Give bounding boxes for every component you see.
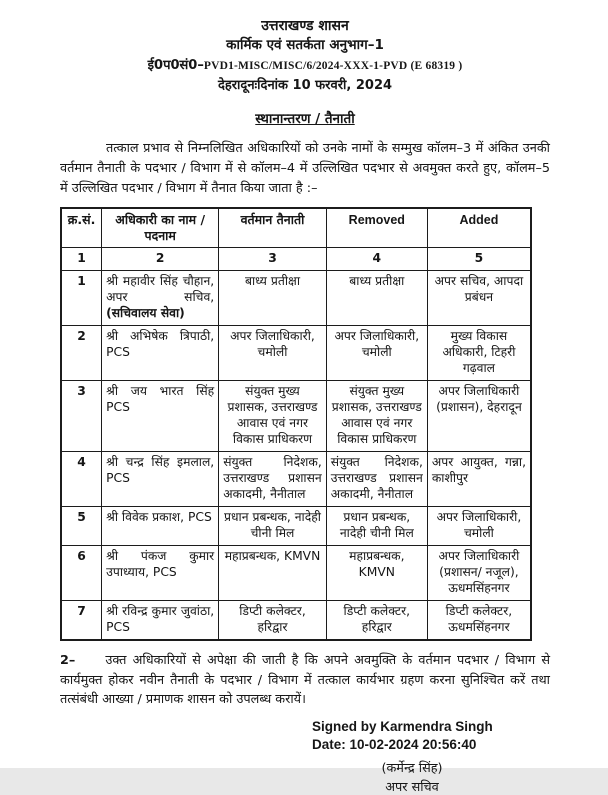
header-removed: Removed (326, 208, 427, 248)
column-number: 4 (326, 248, 427, 271)
digital-signature-date: Date: 10-02-2024 20:56:40 (312, 736, 477, 752)
cell-removed: संयुक्त मुख्य प्रशासक, उत्तराखण्ड आवास एवं नगर विकास प्राधिकरण (326, 380, 427, 451)
cell-officer-name (102, 271, 219, 326)
table-row (61, 326, 531, 381)
cell-serial: 7 (61, 600, 102, 639)
cell-added: अपर जिलाधिकारी (प्रशासन), देहरादून (427, 380, 531, 451)
reference-label: ई0प0सं0– (147, 57, 204, 73)
cell-removed: संयुक्त निदेशक, उत्तराखण्ड प्रशासन अकादमी, नैनीताल (326, 451, 427, 506)
table-row (61, 506, 531, 545)
cell-serial: 2 (61, 326, 102, 381)
header-officer-name: अधिकारी का नाम / पदनाम (102, 208, 219, 248)
cell-current-posting: बाध्य प्रतीक्षा (219, 271, 327, 326)
column-number: 5 (427, 248, 531, 271)
column-number: 2 (102, 248, 219, 271)
cell-officer-name: श्री जय भारत सिंह PCS (102, 380, 219, 451)
cell-removed: अपर जिलाधिकारी, चमोली (326, 326, 427, 381)
header-added: Added (427, 208, 531, 248)
cell-current-posting: महाप्रबन्धक, KMVN (219, 545, 327, 600)
cell-current-posting: डिप्टी कलेक्टर, हरिद्वार (219, 600, 327, 639)
cell-serial: 3 (61, 380, 102, 451)
table-row (61, 451, 531, 506)
cell-added: अपर जिलाधिकारी, चमोली (427, 506, 531, 545)
cell-current-posting: संयुक्त निदेशक, उत्तराखण्ड प्रशासन अकादमी, नैनीताल (219, 451, 327, 506)
cell-removed: महाप्रबन्धक, KMVN (326, 545, 427, 600)
cell-added: डिप्टी कलेक्टर, ऊधमसिंहनगर (427, 600, 531, 639)
cell-serial: 1 (61, 271, 102, 326)
department-line: कार्मिक एवं सतर्कता अनुभाग–1 (226, 37, 384, 54)
cell-officer-name: श्री पंकज कुमार उपाध्याय, PCS (102, 545, 219, 600)
subject-heading: स्थानान्तरण / तैनाती (255, 110, 355, 127)
column-number: 1 (61, 248, 102, 271)
cell-officer-name: श्री अभिषेक त्रिपाठी, PCS (102, 326, 219, 381)
cell-officer-name: श्री रविन्द्र कुमार जुवांठा, PCS (102, 600, 219, 639)
cell-current-posting: संयुक्त मुख्य प्रशासक, उत्तराखण्ड आवास एवं नगर विकास प्राधिकरण (219, 380, 327, 451)
cell-removed: प्रधान प्रबन्धक, नादेही चीनी मिल (326, 506, 427, 545)
closing-paragraph-text: उक्त अधिकारियों से अपेक्षा की जाती है कि अपने अवमुक्ति के वर्तमान पदभार / विभाग से कार्यमुक्त होकर नवीन तैनाती के पदभार / विभाग में तत्काल कार्यभार ग्रहण करना सुनिश्चित करें तथा तत्संबंधी आख्या / प्रमाणक शासन को उपलब्ध करायें। (60, 652, 550, 708)
cell-added: अपर सचिव, आपदा प्रबंधन (427, 271, 531, 326)
cell-added: अपर जिलाधिकारी (प्रशासन/ नजूल), ऊधमसिंहनगर (427, 545, 531, 600)
closing-paragraph (60, 651, 550, 710)
table-row (61, 545, 531, 600)
table-header-row (61, 208, 531, 248)
table-row (61, 380, 531, 451)
cell-current-posting: अपर जिलाधिकारी, चमोली (219, 326, 327, 381)
cell-removed: डिप्टी कलेक्टर, हरिद्वार (326, 600, 427, 639)
document-header (60, 16, 550, 129)
cell-officer-name: श्री विवेक प्रकाश, PCS (102, 506, 219, 545)
cell-added: अपर आयुक्त, गन्ना, काशीपुर (427, 451, 531, 506)
transfer-table (60, 207, 532, 641)
cell-removed: बाध्य प्रतीक्षा (326, 271, 427, 326)
paragraph-number: 2– (60, 652, 76, 668)
place-date-line: देहरादूनःदिनांक 10 फरवरी, 2024 (217, 77, 393, 93)
reference-number: PVD1-MISC/MISC/6/2024-XXX-1-PVD (E 68319 ) (203, 59, 463, 72)
table-row (61, 600, 531, 639)
cell-serial: 6 (61, 545, 102, 600)
cell-serial: 4 (61, 451, 102, 506)
header-serial: क्र.सं. (61, 208, 102, 248)
cell-added: मुख्य विकास अधिकारी, टिहरी गढ़वाल (427, 326, 531, 381)
header-current-posting: वर्तमान तैनाती (219, 208, 327, 248)
column-number: 3 (219, 248, 327, 271)
reference-line (60, 57, 550, 76)
org-title: उत्तराखण्ड शासन (261, 18, 349, 34)
cell-serial: 5 (61, 506, 102, 545)
digital-signature-name: Signed by Karmendra Singh (312, 719, 493, 735)
officer-name-text: श्री महावीर सिंह चौहान, अपर सचिव, (106, 274, 215, 305)
signatory-designation: अपर सचिव (385, 780, 439, 795)
signature-block (312, 718, 544, 795)
intro-paragraph: तत्काल प्रभाव से निम्नलिखित अधिकारियों को उनके नामों के सम्मुख कॉलम–3 में अंकित उनकी वर्तमान तैनाती के पदभार / विभाग में से कॉलम–4 में उल्लिखित पदभार से अवमुक्त करते हुए, कॉलम–5 में उल्लिखित पदभार / विभाग में तैनात किया जाता है :– (60, 141, 550, 196)
officer-name-note: (सचिवालय सेवा) (106, 306, 185, 321)
column-number-row (61, 248, 531, 271)
signatory-name: (कर्मेन्द्र सिंह) (381, 761, 443, 777)
cell-current-posting: प्रधान प्रबन्धक, नादेही चीनी मिल (219, 506, 327, 545)
cell-officer-name: श्री चन्द्र सिंह इमलाल, PCS (102, 451, 219, 506)
table-row (61, 271, 531, 326)
